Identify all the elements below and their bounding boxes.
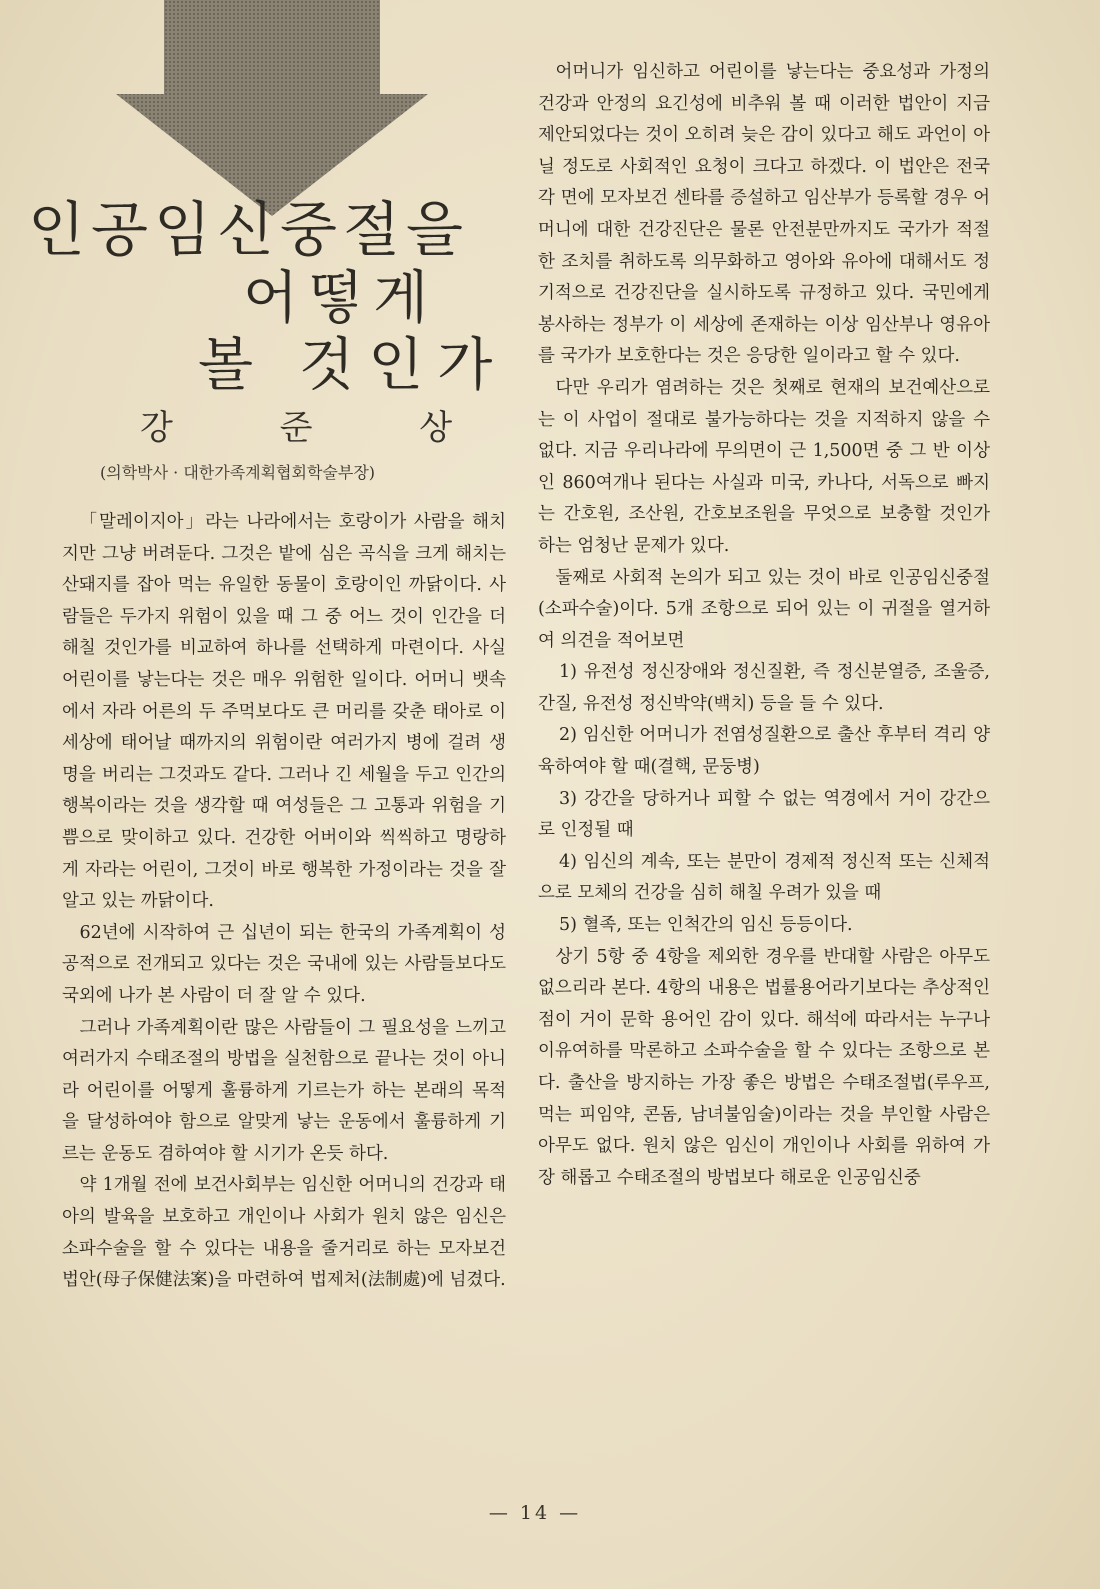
down-arrow-graphic	[116, 0, 428, 216]
paragraph: 62년에 시작하여 근 십년이 되는 한국의 가족계획이 성공적으로 전개되고 있다는 것은 국내에 있는 사람들보다도 국외에 나가 본 사람이 더 잘 알 수 있다.	[62, 922, 506, 1006]
list-item: 5) 혈족, 또는 인척간의 임신 등등이다.	[559, 915, 853, 936]
paragraph: 약 1개월 전에 보건사회부는 임신한 어머니의 건강과 태아의 발육을 보호하고 개인이나 사회가 원치 않은 임신은 소파수술을 할 수 있다는 내용을 줄거리로 하는 모자보건법안(母子保健法案)을 마련하여 법제처(法制處)에 넘겼다.	[62, 1175, 506, 1291]
author-name: 강 준 상	[140, 408, 501, 448]
article-title	[28, 195, 528, 399]
paragraph: 둘째로 사회적 논의가 되고 있는 것이 바로 인공임신중절(소파수술)이다. 5개 조항으로 되어 있는 이 귀절을 열거하여 의견을 적어보면	[538, 567, 990, 651]
list-item: 2) 임신한 어머니가 전염성질환으로 출산 후부터 격리 양육하여야 할 때(결핵, 문둥병)	[538, 725, 990, 778]
page-number: — 14 —	[488, 1502, 582, 1524]
author-affiliation: (의학박사 · 대한가족계획협회학술부장)	[100, 463, 376, 482]
paragraph: 어머니가 임신하고 어린이를 낳는다는 중요성과 가정의 건강과 안정의 요긴성에 비추워 볼 때 이러한 법안이 지금 제안되었다는 것이 오히려 늦은 감이 있다고 해도 과언이 아닐 정도로 사회적인 요청이 크다고 하겠다. 이 법안은 전국 각 면에 모자보건 센타를 증설하고 임산부가 등록할 경우 어머니에 대한 건강진단은 물론 안전분만까지도 국가가 적절한 조치를 취하도록 의무화하고 영아와 유아에 대해서도 정기적으로 건강진단을 실시하도록 규정하고 있다. 국민에게 봉사하는 정부가 이 세상에 존재하는 이상 임산부나 영유아를 국가가 보호한다는 것은 응당한 일이라고 할 수 있다.	[538, 62, 990, 367]
title-line-3: 볼 것인가	[198, 331, 507, 398]
list-item: 3) 강간을 당하거나 피할 수 없는 역경에서 거이 강간으로 인정될 때	[538, 788, 990, 841]
paragraph: 다만 우리가 염려하는 것은 첫째로 현재의 보건예산으로는 이 사업이 절대로 불가능하다는 것을 지적하지 않을 수 없다. 지금 우리나라에 무의면이 근 1,500면 중 그 반 이상인 860여개나 된다는 사실과 미국, 카나다, 서독으로 빠지는 간호원, 조산원, 간호보조원을 무엇으로 보충할 것인가 하는 엄청난 문제가 있다.	[538, 377, 990, 556]
left-column	[62, 507, 506, 1297]
list-item: 1) 유전성 정신장애와 정신질환, 즉 정신분열증, 조울증, 간질, 유전성 정신박약(백치) 등을 들 수 있다.	[538, 662, 990, 714]
right-column	[538, 57, 990, 1194]
list-item: 4) 임신의 계속, 또는 분만이 경제적 정신적 또는 신체적으로 모체의 건강을 심히 해칠 우려가 있을 때	[538, 851, 990, 904]
paragraph: 그러나 가족계획이란 많은 사람들이 그 필요성을 느끼고 여러가지 수태조절의 방법을 실천함으로 끝나는 것이 아니라 어린이를 어떻게 훌륭하게 기르는가 하는 본래의 목적을 달성하여야 함으로 알맞게 낳는 운동에서 훌륭하게 기르는 운동도 겸하여야 할 시기가 온듯 하다.	[62, 1017, 506, 1164]
paragraph: 「말레이지아」라는 나라에서는 호랑이가 사람을 해치지만 그냥 버려둔다. 그것은 밭에 심은 곡식을 크게 해치는 산돼지를 잡아 먹는 유일한 동물이 호랑이인 까닭이다. 사람들은 두가지 위험이 있을 때 그 중 어느 것이 인간을 더 해칠 것인가를 비교하여 하나를 선택하게 마련이다. 사실 어린이를 낳는다는 것은 매우 위험한 일이다. 어머니 뱃속에서 자라 어른의 두 주먹보다도 큰 머리를 갖춘 태아로 이 세상에 태어날 때까지의 위험이란 여러가지 병에 걸려 생명을 버리는 그것과도 같다. 그러나 긴 세월을 두고 인간의 행복이라는 것을 생각할 때 여성들은 그 고통과 위험을 기쁨으로 맞이하고 있다. 건강한 어버이와 씩씩하고 명랑하게 자라는 어린이, 그것이 바로 행복한 가정이라는 것을 잘 알고 있는 까닭이다.	[62, 512, 506, 912]
paragraph: 상기 5항 중 4항을 제외한 경우를 반대할 사람은 아무도 없으리라 본다. 4항의 내용은 법률용어라기보다는 추상적인 점이 거이 문학 용어인 감이 있다. 해석에 따라서는 누구나 이유여하를 막론하고 소파수술을 할 수 있다는 조항으로 본다. 출산을 방지하는 가장 좋은 방법은 수태조절법(루우프, 먹는 피임약, 콘돔, 남녀불임술)이라는 것을 부인할 사람은 아무도 없다. 원치 않은 임신이 개인이나 사회를 위하여 가장 해롭고 수태조절의 방법보다 해로운 인공임신중	[538, 946, 990, 1188]
title-line-2: 어떻게	[243, 264, 439, 331]
title-line-1: 인공임신중절을	[28, 195, 469, 264]
